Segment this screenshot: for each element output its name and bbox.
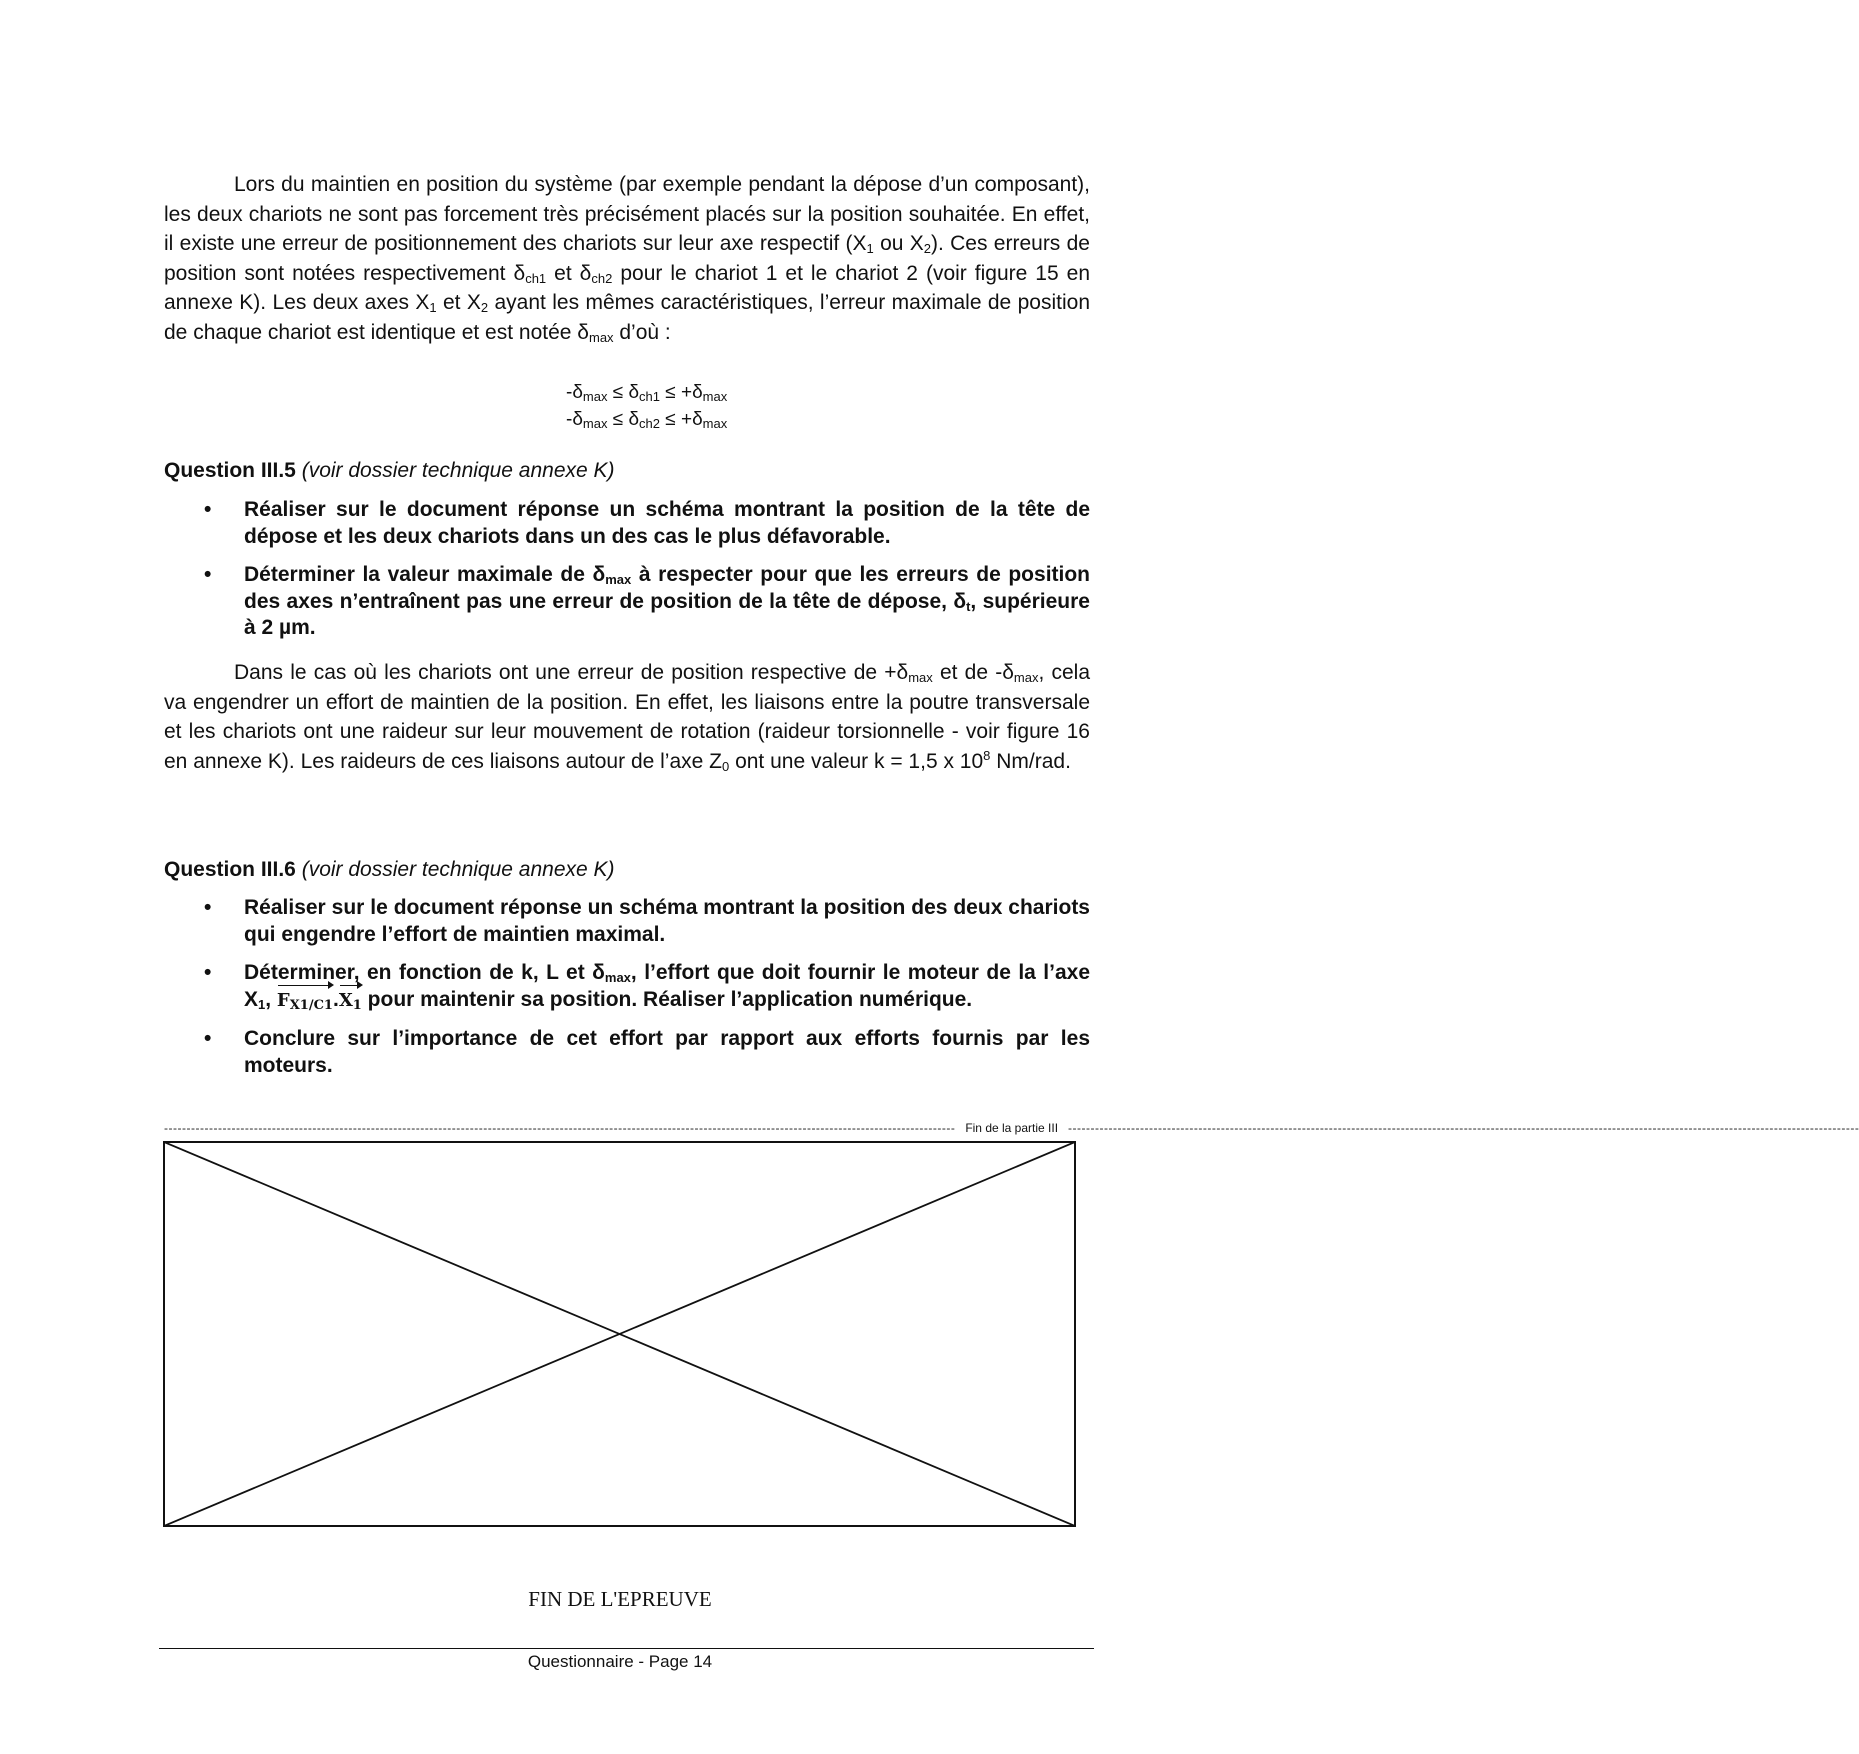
question-3-5-bullets: [164, 497, 1090, 654]
list-item: • Réaliser sur le document réponse un schéma montrant la position des deux chariots qui engendre l’effort de maintien maximal.: [204, 896, 1090, 946]
list-item: • Conclure sur l’importance de cet effort par rapport aux efforts fournis par les moteurs.: [204, 1027, 1090, 1077]
list-item: • Déterminer la valeur maximale de $\delta_{max}$ à respecter pour que les erreurs de position des axes n’entraînent pas une erreur de position de la tête de dépose, $\delta_t$, supérieure à 2 µm.: [204, 563, 1091, 639]
part-end-separator: -------------------------------------------------------------------------------------------------------------------------------------------------------------------------------- Fin de la partie III --------------------------------------------------------------------------------------------------------------------------------------------------------------------------------: [164, 1121, 1859, 1135]
force-vector: $F_{X1/C1}$: [276, 989, 333, 1013]
axis-vector: $X_1$: [338, 989, 362, 1013]
question-3-6-bullets: [164, 895, 1090, 1091]
effort-paragraph: Dans le cas où les chariots ont une erreur de position respective de $+\delta_{max}$ et de $-\delta_{max}$, cela va engendrer un effort de maintien de la position. En effet, les liaisons entre la poutre transversale et les chariots ont une raideur sur leur mouvement de rotation (raideur torsionnelle - voir figure 16 en annexe K). Les raideurs de ces liaisons autour de l’axe $Z_0$ ont une valeur k = 1,5 x $10^8$ Nm/rad.: [164, 661, 1091, 774]
list-item: • Déterminer, en fonction de k, L et $\delta_{max}$, l’effort que doit fournir le moteur de la l’axe $X_1$, $F_{X1/C1}.X_1$ pour maintenir sa position. Réaliser l’application numérique.: [204, 961, 1090, 1013]
inequality-ch1: $-\delta_{max} \le \delta_{ch1} \le +\delta_{max}$: [566, 382, 728, 404]
page-footer: Questionnaire - Page 14: [527, 1652, 713, 1671]
footer-divider: [159, 1648, 1094, 1649]
list-item: • Réaliser sur le document réponse un schéma montrant la position de la tête de dépose et les deux chariots dans un des cas le plus défavorable.: [204, 498, 1090, 548]
inequality-ch2: $-\delta_{max} \le \delta_{ch2} \le +\delta_{max}$: [566, 409, 728, 431]
question-3-5-heading: Question III.5 (voir dossier technique annexe K): [164, 459, 615, 482]
exam-end-title: FIN DE L'EPREUVE: [528, 1587, 712, 1611]
blank-crossed-box: [163, 1141, 1076, 1527]
intro-paragraph: Lors du maintien en position du système (par exemple pendant la dépose d’un composant), les deux chariots ne sont pas forcement très précisément placés sur la position souhaitée. En effet, il existe une erreur de positionnement des chariots sur leur axe respectif ($X_1$ ou $X_2$). Ces erreurs de position sont notées respectivement $\delta_{ch1}$ et $\delta_{ch2}$ pour le chariot 1 et le chariot 2 (voir figure 15 en annexe K). Les deux axes $X_1$ et $X_2$ ayant les mêmes caractéristiques, l’erreur maximale de position de chaque chariot est identique et est notée $\delta_{max}$ d’où :: [164, 173, 1091, 345]
question-3-6-heading: Question III.6 (voir dossier technique annexe K): [164, 858, 615, 881]
